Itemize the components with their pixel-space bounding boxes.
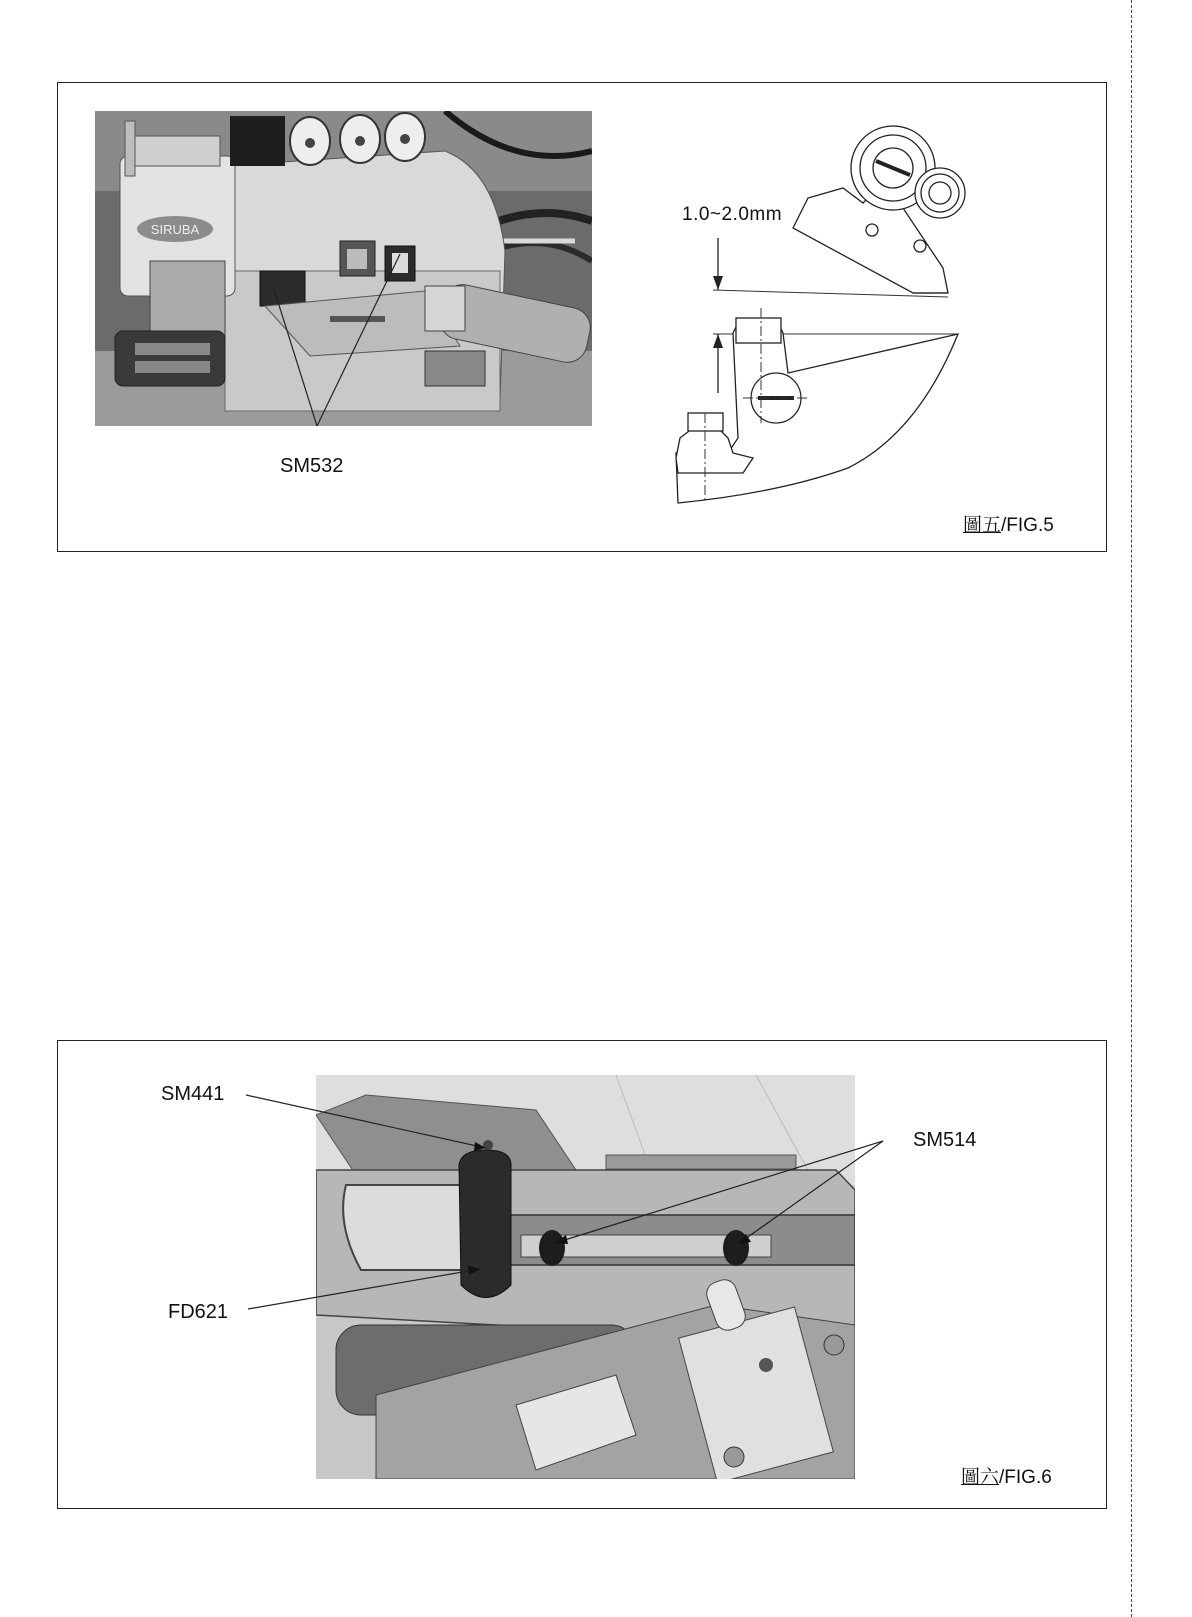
label-fd621: FD621 — [168, 1301, 229, 1323]
figure-5-frame — [57, 82, 1107, 552]
sewing-machine-photo — [95, 111, 592, 426]
label-sm532: SM532 — [280, 455, 344, 477]
figure-5-caption — [963, 510, 1054, 537]
figure-6-frame — [57, 1040, 1107, 1509]
label-sm514: SM514 — [913, 1129, 977, 1151]
figure-6-caption-zh: 圖六 — [961, 1467, 1000, 1488]
dashed-cut-line — [1131, 0, 1132, 1617]
figure-6-caption-en: /FIG.6 — [999, 1467, 1052, 1488]
cutter-mechanism-photo — [316, 1075, 855, 1479]
figure-6-caption — [961, 1462, 1052, 1489]
figure-5-caption-en: /FIG.5 — [1001, 515, 1054, 536]
brand-logo: SIRUBA — [150, 222, 200, 237]
dimension-label: 1.0~2.0mm — [682, 204, 783, 225]
label-sm441: SM441 — [161, 1083, 225, 1105]
adjustment-diagram — [658, 93, 1058, 513]
figure-5-caption-zh: 圖五 — [963, 515, 1002, 536]
